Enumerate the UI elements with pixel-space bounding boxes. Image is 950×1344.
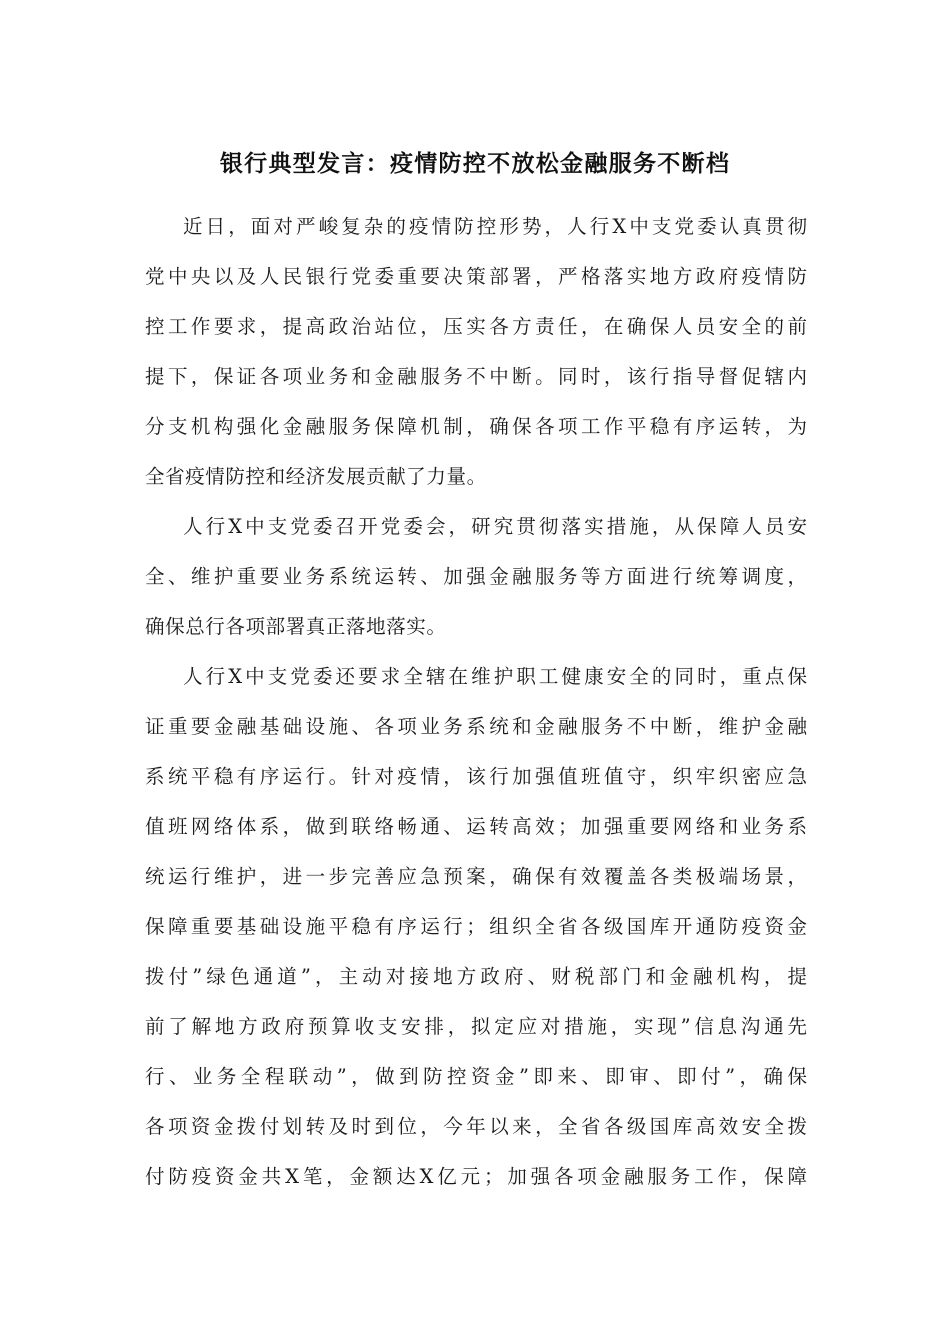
paragraph-2-line-2: 全、维护重要业务系统运转、加强金融服务等方面进行统筹调度， xyxy=(145,565,807,588)
paragraph-3-line-9: 行、业务全程联动”，做到防控资金”即来、即审、即付”，确保 xyxy=(145,1065,807,1088)
paragraph-3-line-7: 拨付”绿色通道”，主动对接地方政府、财税部门和金融机构，提 xyxy=(145,965,807,988)
paragraph-1-line-3: 控工作要求，提高政治站位，压实各方责任，在确保人员安全的前 xyxy=(145,315,807,338)
paragraph-3-line-8: 前了解地方政府预算收支安排，拟定应对措施，实现”信息沟通先 xyxy=(145,1015,807,1038)
paragraph-3-line-10: 各项资金拨付划转及时到位，今年以来，全省各级国库高效安全拨 xyxy=(145,1115,807,1138)
paragraph-3-line-3: 系统平稳有序运行。针对疫情，该行加强值班值守，织牢织密应急 xyxy=(145,765,807,788)
paragraph-3-line-6: 保障重要基础设施平稳有序运行；组织全省各级国库开通防疫资金 xyxy=(145,915,807,938)
paragraph-3-line-1: 人行X中支党委还要求全辖在维护职工健康安全的同时，重点保 xyxy=(183,665,807,688)
paragraph-1-line-5: 分支机构强化金融服务保障机制，确保各项工作平稳有序运转，为 xyxy=(145,415,807,438)
document-body xyxy=(145,202,807,1202)
document-title: 银行典型发言：疫情防控不放松金融服务不断档 xyxy=(219,151,731,177)
paragraph-3-line-11: 付防疫资金共X笔，金额达X亿元；加强各项金融服务工作，保障 xyxy=(145,1165,807,1188)
paragraph-2-line-1: 人行X中支党委召开党委会，研究贯彻落实措施，从保障人员安 xyxy=(183,515,807,538)
paragraph-3-line-2: 证重要金融基础设施、各项业务系统和金融服务不中断，维护金融 xyxy=(145,715,807,738)
paragraph-1-line-4: 提下，保证各项业务和金融服务不中断。同时，该行指导督促辖内 xyxy=(145,365,807,388)
paragraph-1-line-2: 党中央以及人民银行党委重要决策部署，严格落实地方政府疫情防 xyxy=(145,265,807,288)
paragraph-1-line-6: 全省疫情防控和经济发展贡献了力量。 xyxy=(145,465,487,488)
paragraph-3-line-4: 值班网络体系，做到联络畅通、运转高效；加强重要网络和业务系 xyxy=(145,815,807,838)
paragraph-2-line-3: 确保总行各项部署真正落地落实。 xyxy=(145,615,447,638)
paragraph-3-line-5: 统运行维护，进一步完善应急预案，确保有效覆盖各类极端场景， xyxy=(145,865,807,888)
paragraph-1-line-1: 近日，面对严峻复杂的疫情防控形势，人行X中支党委认真贯彻 xyxy=(183,215,807,238)
